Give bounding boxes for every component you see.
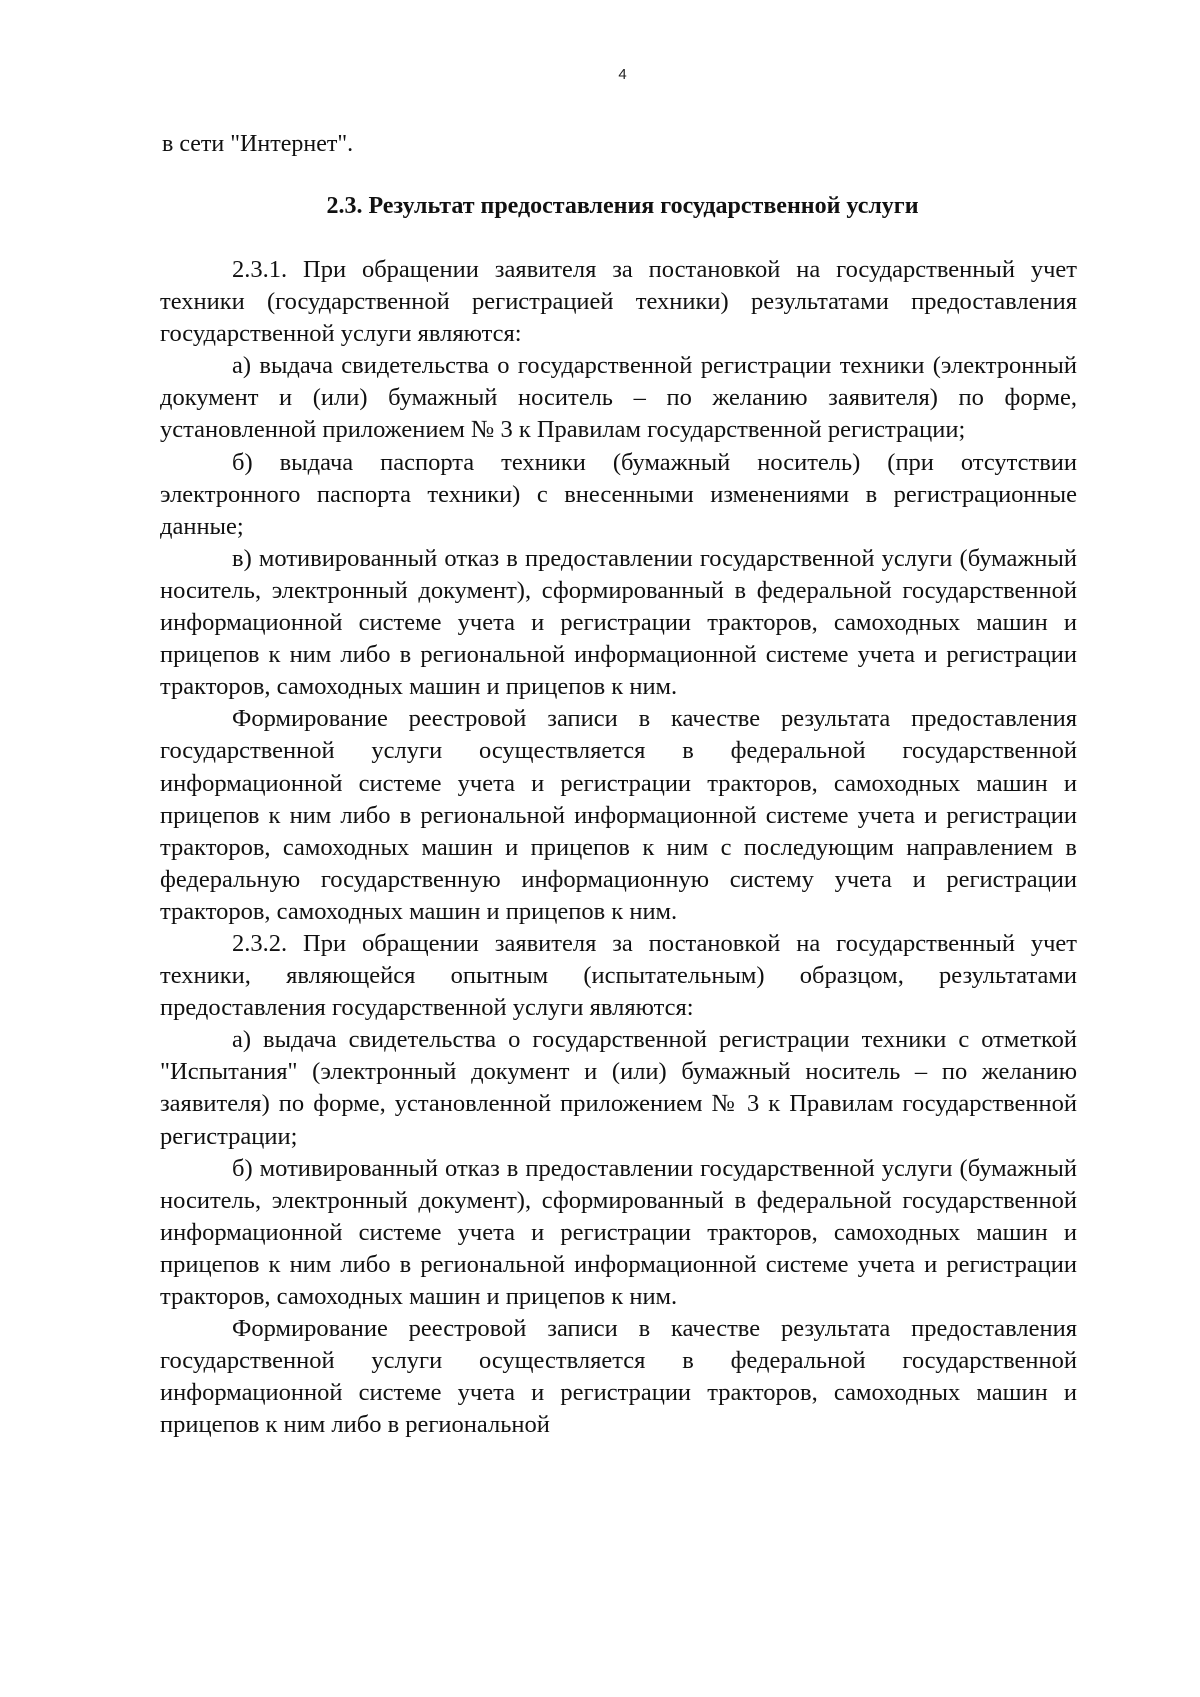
- paragraph-item-a: а) выдача свидетельства о государственной регистрации техники (электронный документ и (или) бумажный носитель – по желанию заявителя) по форме, установленной приложением № 3 к Правилам государственной регистрации;: [160, 352, 1077, 444]
- paragraph-item-a-2: а) выдача свидетельства о государственной регистрации техники с отметкой "Испытания" (электронный документ и (или) бумажный носитель – по желанию заявителя) по форме, установленной приложением № 3 к Правилам государственной регистрации;: [160, 1026, 1077, 1150]
- paragraph-registry-record: Формирование реестровой записи в качестве результата предоставления государственной услуги осуществляется в федеральной государственной информационной системе учета и регистрации тракторов, самоходных машин и прицепов к ним либо в региональной информационной системе учета и регистрации тракторов, самоходных машин и прицепов к ним с последующим направлением в федеральную государственную информационную систему учета и регистрации тракторов, самоходных машин и прицепов к ним.: [160, 705, 1077, 925]
- paragraph-2-3-2: 2.3.2. При обращении заявителя за постановкой на государственный учет техники, являющейся опытным (испытательным) образцом, результатами предоставления государственной услуги являются:: [160, 929, 1077, 1022]
- paragraph-item-v: в) мотивированный отказ в предоставлении государственной услуги (бумажный носитель, электронный документ), сформированный в федеральной государственной информационной системе учета и регистрации тракторов, самоходных машин и прицепов к ним либо в региональной информационной системе учета и регистрации тракторов, самоходных машин и прицепов к ним.: [160, 544, 1077, 701]
- page-number: 4: [618, 66, 627, 83]
- section-heading: 2.3. Результат предоставления государственной услуги: [326, 193, 919, 219]
- continuation-line: в сети "Интернет".: [162, 131, 354, 157]
- paragraph-item-b: б) выдача паспорта техники (бумажный носитель) (при отсутствии электронного паспорта техники) с внесенными изменениями в регистрационные данные;: [160, 448, 1077, 540]
- paragraph-item-b-2: б) мотивированный отказ в предоставлении государственной услуги (бумажный носитель, электронный документ), сформированный в федеральной государственной информационной системе учета и регистрации тракторов, самоходных машин и прицепов к ним либо в региональной информационной системе учета и регистрации тракторов, самоходных машин и прицепов к ним.: [160, 1154, 1077, 1310]
- section-body: [160, 254, 1077, 1441]
- paragraph-2-3-1: 2.3.1. При обращении заявителя за постановкой на государственный учет техники (государственной регистрацией техники) результатами предоставления государственной услуги являются:: [160, 256, 1077, 348]
- paragraph-registry-record-2: Формирование реестровой записи в качестве результата предоставления государственной услуги осуществляется в федеральной государственной информационной системе учета и регистрации тракторов, самоходных машин и прицепов к ним либо в региональной: [160, 1315, 1077, 1439]
